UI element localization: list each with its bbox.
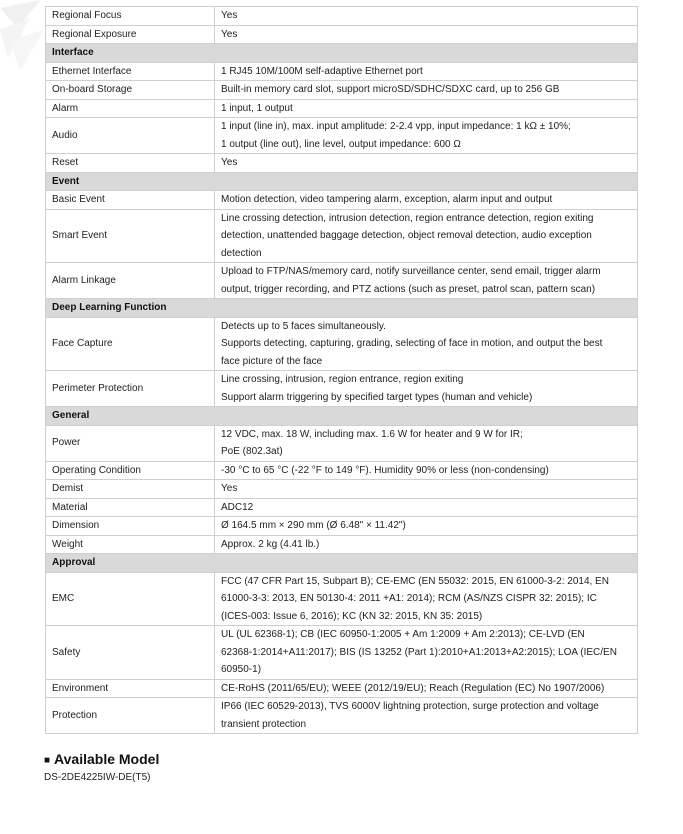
spec-value-line: output, trigger recording, and PTZ actions (such as preset, patrol scan, pattern scan) — [221, 283, 596, 295]
spec-label: Material — [46, 498, 215, 517]
section-header-row — [46, 299, 638, 318]
table-row — [46, 118, 638, 154]
table-row — [46, 317, 638, 371]
spec-value — [215, 679, 638, 698]
table-row — [46, 517, 638, 536]
section-header-row — [46, 554, 638, 573]
spec-value-line: 12 VDC, max. 18 W, including max. 1.6 W for heater and 9 W for IR; — [221, 428, 523, 440]
spec-value-line: CE-RoHS (2011/65/EU); WEEE (2012/19/EU); Reach (Regulation (EC) No 1907/2006) — [221, 682, 605, 694]
spec-value-line: UL (UL 62368-1); CB (IEC 60950-1:2005 + Am 1:2009 + Am 2:2013); CE-LVD (EN — [221, 629, 585, 640]
spec-value-line: Line crossing, intrusion, region entrance, region exiting — [221, 374, 464, 385]
table-row — [46, 572, 638, 626]
spec-value-line: (ICES-003: Issue 6, 2016); KC (KN 32: 2015, KN 35: 2015) — [221, 610, 483, 622]
spec-value-line: FCC (47 CFR Part 15, Subpart B); CE-EMC (EN 55032: 2015, EN 61000-3-2: 2014, EN — [221, 575, 609, 587]
spec-value-line: Motion detection, video tampering alarm, exception, alarm input and output — [221, 194, 553, 205]
spec-label: Regional Exposure — [46, 25, 215, 44]
spec-value-line: Yes — [221, 28, 238, 40]
corner-decoration — [0, 0, 46, 70]
table-row — [46, 154, 638, 173]
table-row — [46, 480, 638, 499]
spec-label: Alarm — [46, 99, 215, 118]
spec-value — [215, 118, 638, 154]
spec-value — [215, 154, 638, 173]
spec-value — [215, 626, 638, 680]
spec-value-line: 62368-1:2014+A11:2017); BIS (IS 13252 (Part 1):2010+A1:2013+A2:2015); LOA (IEC/EN — [221, 646, 617, 658]
spec-label: Demist — [46, 480, 215, 499]
available-model-heading — [44, 751, 159, 767]
section-title: Interface — [46, 44, 638, 63]
spec-value — [215, 371, 638, 407]
spec-value — [215, 461, 638, 480]
table-row — [46, 679, 638, 698]
spec-label: Smart Event — [46, 209, 215, 263]
spec-value-line: Detects up to 5 faces simultaneously. — [221, 320, 386, 332]
spec-value-line: Line crossing detection, intrusion detection, region entrance detection, region exiting — [221, 212, 594, 224]
spec-label: Reset — [46, 154, 215, 173]
table-row — [46, 81, 638, 100]
table-row — [46, 25, 638, 44]
spec-label: EMC — [46, 572, 215, 626]
spec-label: Audio — [46, 118, 215, 154]
spec-label: Environment — [46, 679, 215, 698]
spec-value — [215, 81, 638, 100]
spec-value — [215, 62, 638, 81]
table-row — [46, 698, 638, 734]
available-model-title: Available Model — [54, 751, 160, 767]
spec-value — [215, 498, 638, 517]
table-row — [46, 7, 638, 26]
spec-label: Dimension — [46, 517, 215, 536]
model-number: DS-2DE4225IW-DE(T5) — [44, 772, 151, 783]
spec-label: Protection — [46, 698, 215, 734]
spec-value-line: 61000-3-3: 2013, EN 50130-4: 2011 +A1: 2014); RCM (AS/NZS CISPR 32: 2015); IC — [221, 593, 597, 604]
spec-value — [215, 480, 638, 499]
table-row — [46, 209, 638, 263]
spec-value — [215, 209, 638, 263]
spec-value-line: Support alarm triggering by specified target types (human and vehicle) — [221, 391, 533, 403]
spec-value — [215, 263, 638, 299]
section-header-row — [46, 407, 638, 426]
spec-value-line: Built-in memory card slot, support microSD/SDHC/SDXC card, up to 256 GB — [221, 84, 560, 95]
table-row — [46, 191, 638, 210]
spec-value-line: Yes — [221, 157, 238, 168]
section-title: Event — [46, 172, 638, 191]
bullet-icon: ■ — [44, 754, 51, 766]
spec-value-line: transient protection — [221, 718, 307, 730]
table-row — [46, 62, 638, 81]
spec-value-line: Approx. 2 kg (4.41 lb.) — [221, 538, 320, 550]
spec-label: Regional Focus — [46, 7, 215, 26]
spec-value — [215, 698, 638, 734]
table-row — [46, 461, 638, 480]
table-row — [46, 535, 638, 554]
spec-label: Perimeter Protection — [46, 371, 215, 407]
spec-value-line: detection, unattended baggage detection, object removal detection, audio exception — [221, 230, 592, 241]
section-header-row — [46, 44, 638, 63]
spec-value-line: Yes — [221, 10, 238, 21]
spec-value — [215, 572, 638, 626]
table-row — [46, 425, 638, 461]
spec-value-line: 1 output (line out), line level, output impedance: 600 Ω — [221, 138, 461, 150]
spec-value-line: 60950-1) — [221, 664, 262, 675]
spec-value-line: PoE (802.3at) — [221, 446, 283, 457]
spec-value — [215, 191, 638, 210]
spec-label: Operating Condition — [46, 461, 215, 480]
spec-value-line: Supports detecting, capturing, grading, selecting of face in motion, and output the best — [221, 338, 603, 349]
spec-value-line: 1 input, 1 output — [221, 102, 293, 114]
spec-value — [215, 425, 638, 461]
spec-value-line: Ø 164.5 mm × 290 mm (Ø 6.48" × 11.42") — [221, 520, 406, 531]
spec-value — [215, 535, 638, 554]
specification-table — [45, 6, 638, 734]
spec-label: Alarm Linkage — [46, 263, 215, 299]
spec-value — [215, 99, 638, 118]
spec-value-line: detection — [221, 247, 262, 259]
spec-value — [215, 7, 638, 26]
spec-value — [215, 25, 638, 44]
spec-label: Weight — [46, 535, 215, 554]
spec-value-line: Upload to FTP/NAS/memory card, notify surveillance center, send email, trigger alarm — [221, 266, 601, 277]
section-title: General — [46, 407, 638, 426]
spec-value-line: ADC12 — [221, 501, 254, 513]
table-row — [46, 626, 638, 680]
section-title: Deep Learning Function — [46, 299, 638, 318]
spec-label: Ethernet Interface — [46, 62, 215, 81]
spec-label: Power — [46, 425, 215, 461]
spec-value-line: face picture of the face — [221, 355, 323, 367]
table-row — [46, 371, 638, 407]
spec-value — [215, 517, 638, 536]
spec-label: Basic Event — [46, 191, 215, 210]
spec-value — [215, 317, 638, 371]
spec-label: On-board Storage — [46, 81, 215, 100]
section-header-row — [46, 172, 638, 191]
spec-value-line: -30 °C to 65 °C (-22 °F to 149 °F). Humidity 90% or less (non-condensing) — [221, 464, 549, 476]
spec-value-line: IP66 (IEC 60529-2013), TVS 6000V lightning protection, surge protection and voltage — [221, 701, 599, 712]
spec-label: Face Capture — [46, 317, 215, 371]
spec-value-line: Yes — [221, 483, 238, 494]
table-row — [46, 263, 638, 299]
table-row — [46, 99, 638, 118]
spec-value-line: 1 input (line in), max. input amplitude: 2-2.4 vpp, input impedance: 1 kΩ ± 10%; — [221, 121, 571, 132]
section-title: Approval — [46, 554, 638, 573]
spec-label: Safety — [46, 626, 215, 680]
table-row — [46, 498, 638, 517]
spec-value-line: 1 RJ45 10M/100M self-adaptive Ethernet port — [221, 65, 423, 77]
